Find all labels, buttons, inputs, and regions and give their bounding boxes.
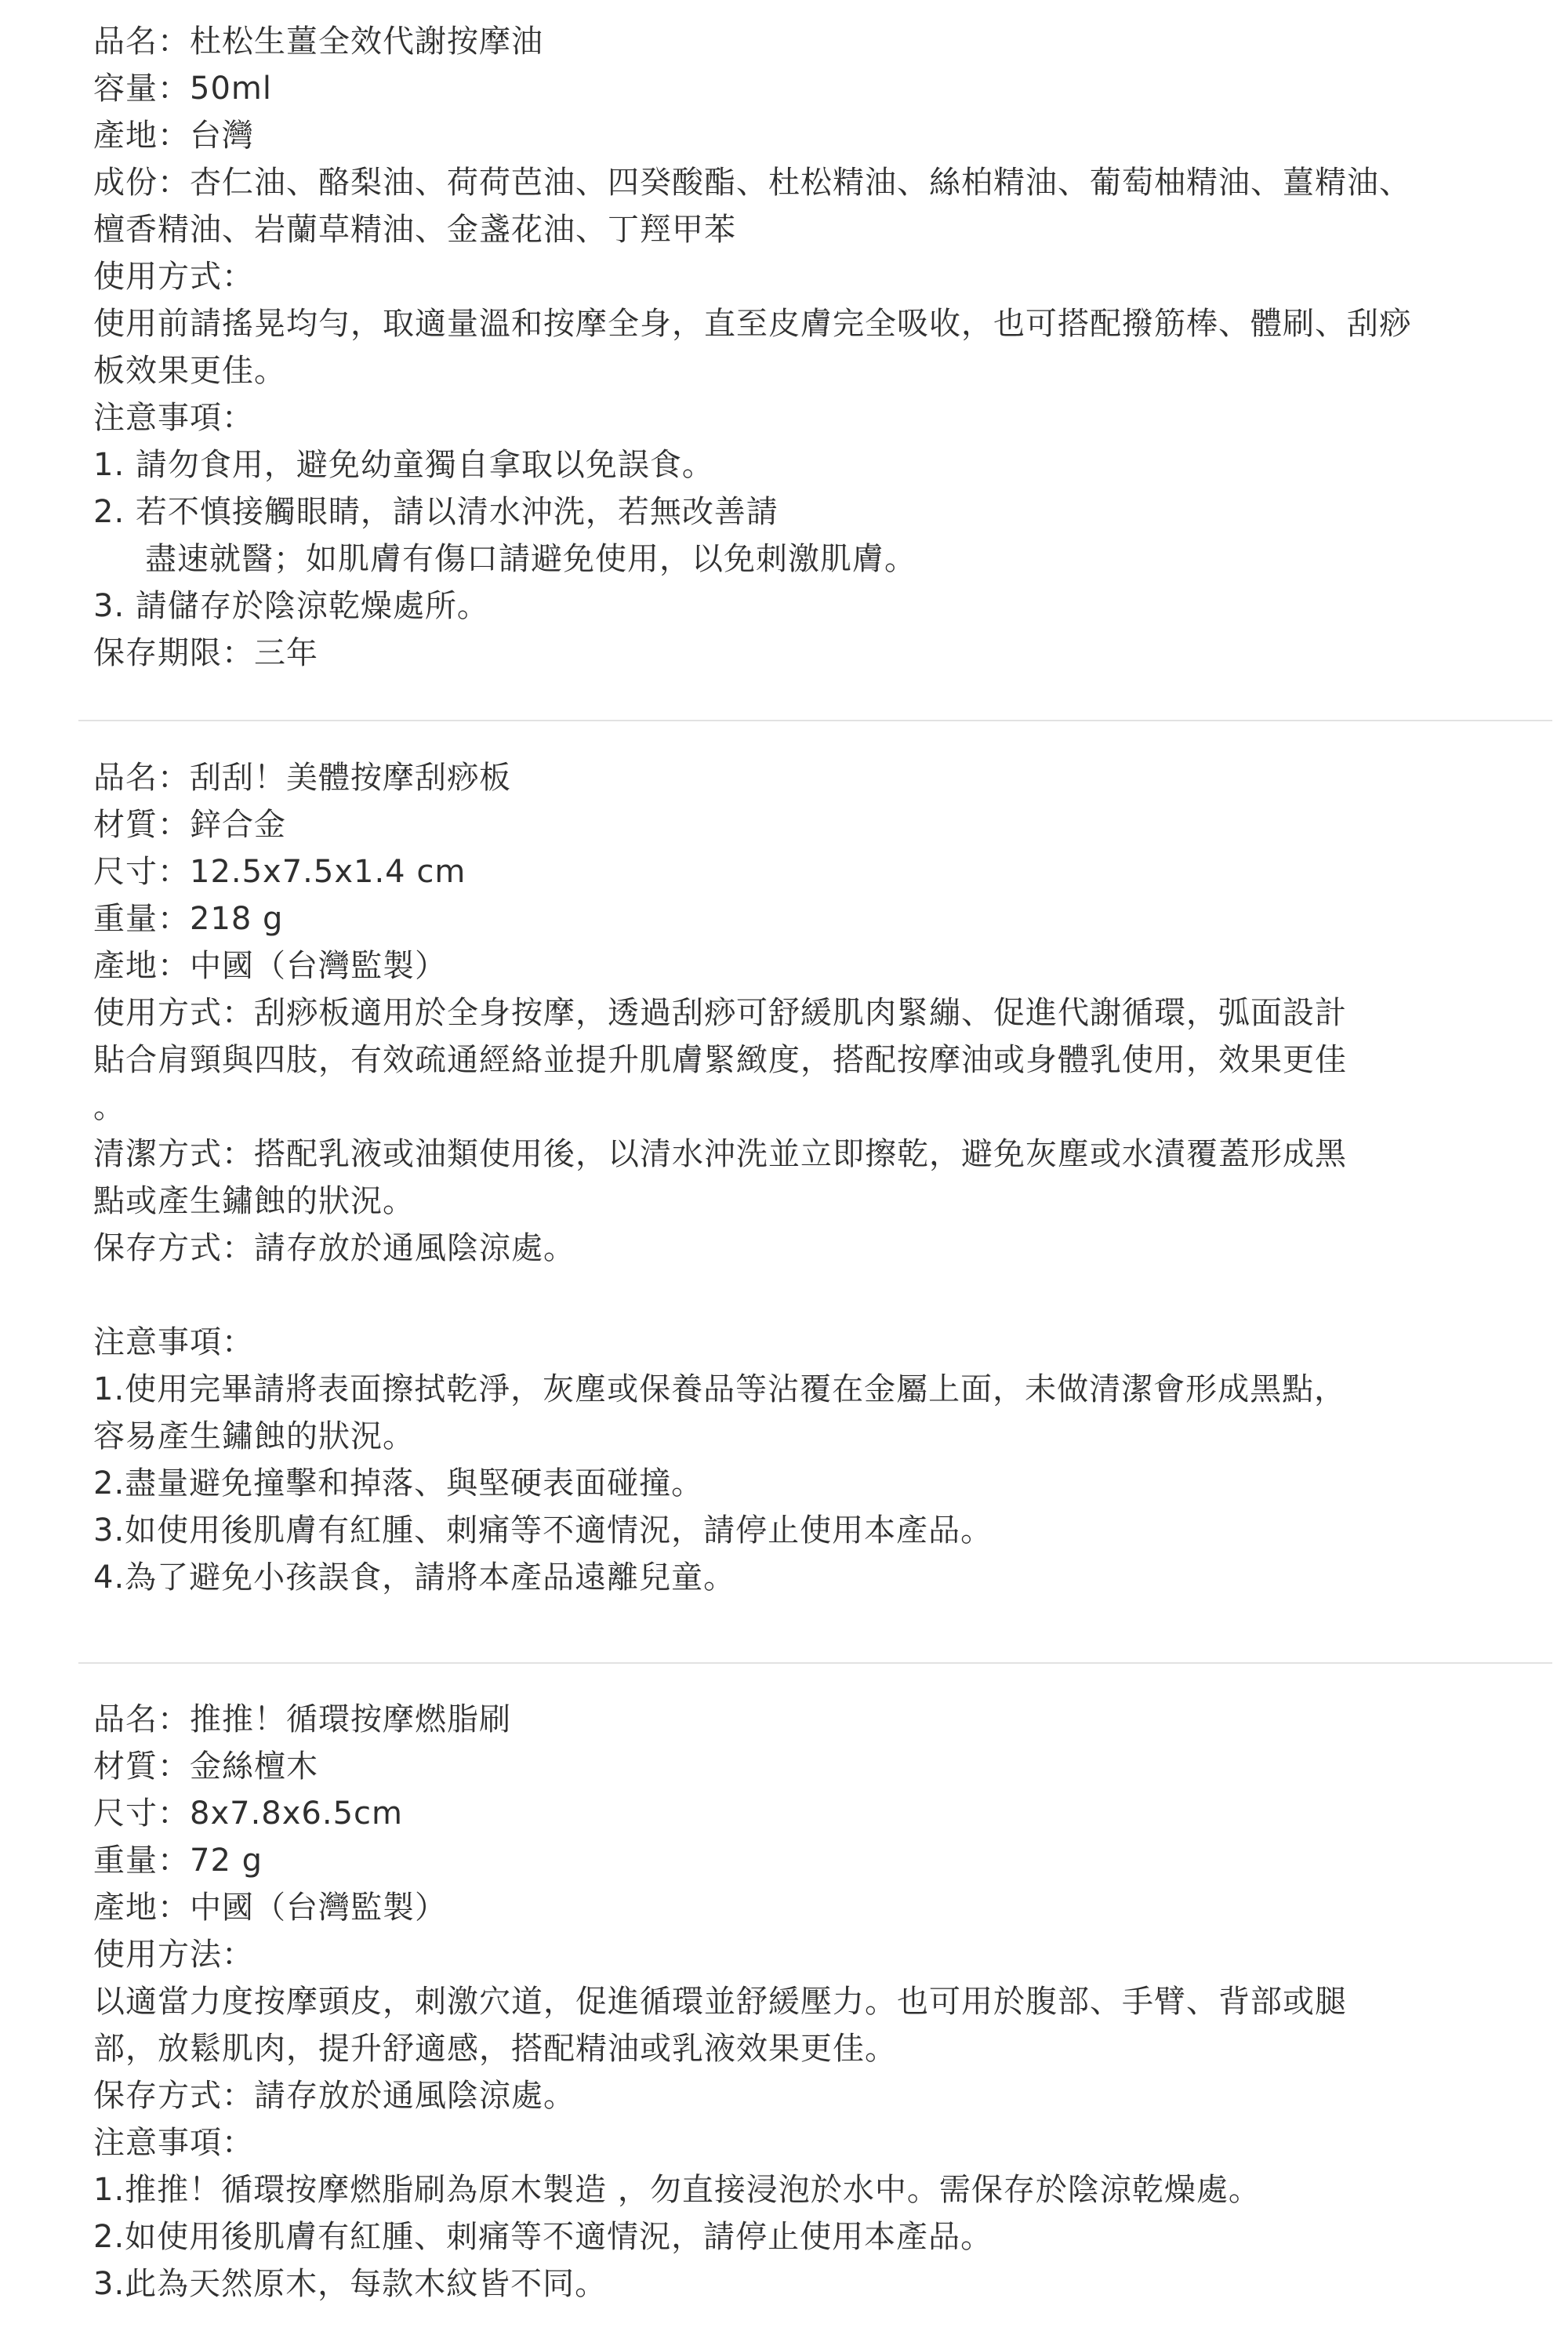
note-item-3: 3.此為天然原木，每款木紋皆不同。 [93,2266,608,2302]
product-material: 材質：鋅合金 [93,807,286,843]
cleaning-text: 清潔方式：搭配乳液或油類使用後，以清水沖洗並立即擦乾，避免灰塵或水漬覆蓋形成黑 [93,1136,1347,1172]
note-item-1: 1.使用完畢請將表面擦拭乾淨，灰塵或保養品等沾覆在金屬上面，未做清潔會形成黑點， [93,1371,1347,1407]
product-material: 材質：金絲檀木 [93,1748,318,1785]
product-section-massage-brush [93,1696,1536,2308]
usage-text: 使用方式：刮痧板適用於全身按摩，透過刮痧可舒緩肌肉緊繃、促進代謝循環，弧面設計 [93,995,1347,1031]
usage-text: 使用前請搖晃均勻，取適量溫和按摩全身，直至皮膚完全吸收，也可搭配撥筋棒、體刷、刮痧 [93,306,1411,342]
usage-text-continued: 貼合肩頸與四肢，有效疏通經絡並提升肌膚緊緻度，搭配按摩油或身體乳使用，效果更佳 [93,1042,1347,1078]
product-origin: 產地：中國（台灣監製） [93,948,447,984]
notes-heading: 注意事項： [93,2125,254,2161]
note-item-4: 4.為了避免小孩誤食，請將本產品遠離兒童。 [93,1560,736,1596]
note-item-3: 3. 請儲存於陰涼乾燥處所。 [93,588,489,624]
product-section-massage-oil [93,18,1536,677]
section-divider [78,1662,1552,1664]
shelf-life: 保存期限：三年 [93,635,318,671]
usage-heading: 使用方式： [93,259,254,295]
usage-heading: 使用方法： [93,1937,254,1973]
product-weight: 重量：72 g [93,1843,263,1879]
notes-heading: 注意事項： [93,400,254,436]
notes-heading: 注意事項： [93,1324,254,1360]
note-item-1: 1. 請勿食用，避免幼童獨自拿取以免誤食。 [93,447,714,483]
usage-text-continued: 板效果更佳。 [93,353,286,389]
usage-text-continued: 部，放鬆肌肉，提升舒適感，搭配精油或乳液效果更佳。 [93,2031,897,2067]
product-volume: 容量：50ml [93,71,272,107]
product-origin: 產地：台灣 [93,118,254,154]
storage-text: 保存方式：請存放於通風陰涼處。 [93,2078,575,2114]
product-section-scraping-board [93,754,1536,1601]
product-name: 品名：杜松生薑全效代謝按摩油 [93,24,543,60]
storage-text: 保存方式：請存放於通風陰涼處。 [93,1230,575,1266]
product-origin: 產地：中國（台灣監製） [93,1890,447,1926]
product-size: 尺寸：12.5x7.5x1.4 cm [93,854,466,890]
note-item-3: 3.如使用後肌膚有紅腫、刺痛等不適情況，請停止使用本產品。 [93,1512,993,1549]
note-item-2: 2.盡量避免撞擊和掉落、與堅硬表面碰撞。 [93,1465,704,1501]
product-name: 品名：推推！循環按摩燃脂刷 [93,1701,511,1737]
usage-text-end: 。 [93,1089,125,1125]
product-ingredients: 成份：杏仁油、酪梨油、荷荷芭油、四癸酸酯、杜松精油、絲柏精油、葡萄柚精油、薑精油、 [93,165,1411,201]
product-name: 品名：刮刮！美體按摩刮痧板 [93,760,511,796]
product-weight: 重量：218 g [93,901,284,937]
note-item-2-continued: 盡速就醫；如肌膚有傷口請避免使用，以免刺激肌膚。 [145,541,916,577]
product-ingredients-continued: 檀香精油、岩蘭草精油、金盞花油、丁羥甲苯 [93,212,736,248]
note-item-1-continued: 容易產生鏽蝕的狀況。 [93,1418,415,1454]
note-item-2: 2.如使用後肌膚有紅腫、刺痛等不適情況，請停止使用本產品。 [93,2219,993,2255]
note-item-1: 1.推推！循環按摩燃脂刷為原木製造 ，勿直接浸泡於水中。需保存於陰涼乾燥處。 [93,2172,1261,2208]
product-size: 尺寸：8x7.8x6.5cm [93,1796,403,1832]
note-item-2: 2. 若不慎接觸眼睛，請以清水沖洗，若無改善請 [93,494,779,530]
cleaning-text-continued: 點或產生鏽蝕的狀況。 [93,1183,415,1219]
section-divider [78,720,1552,721]
usage-text: 以適當力度按摩頭皮，刺激穴道，促進循環並舒緩壓力。也可用於腹部、手臂、背部或腿 [93,1984,1347,2020]
